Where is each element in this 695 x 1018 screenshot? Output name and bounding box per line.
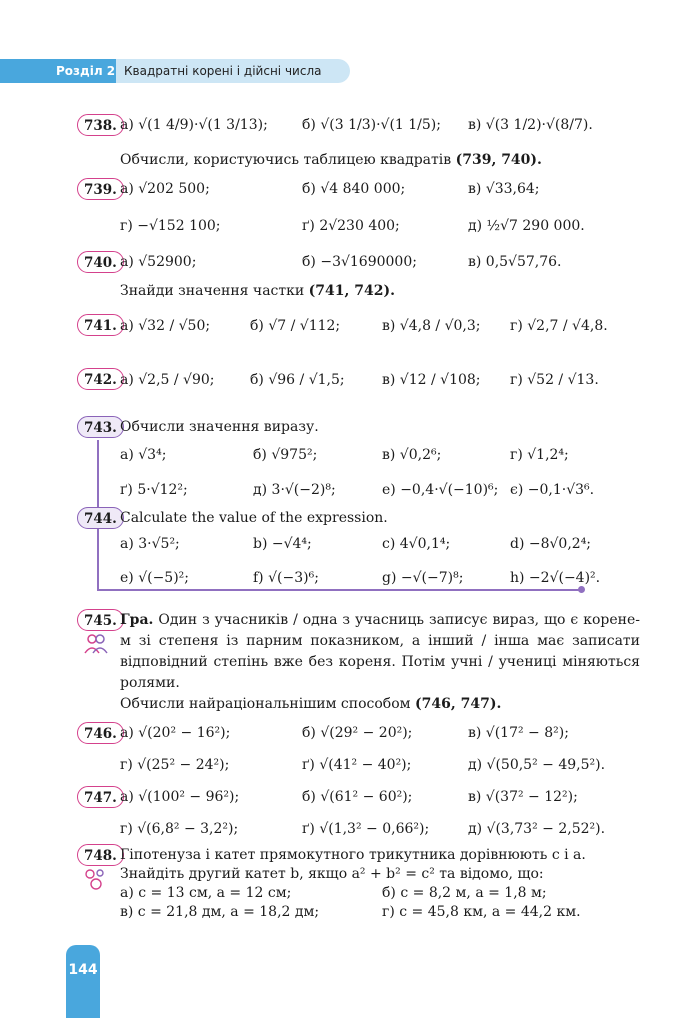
- game-description: Один з учасників / одна з учасниць записує вираз, що є коренем зі степеня із парним показником, а інший / інша має записати відповідний степінь вже без кореня. Потім учні / учениці міняються ролями.: [120, 612, 640, 691]
- instruction: [120, 282, 395, 300]
- section-title: Квадратні корені і дійсні числа: [124, 64, 322, 78]
- item-d: г) √2,7 / √4,8.: [510, 318, 608, 334]
- item-d: г) √52 / √13.: [510, 372, 599, 388]
- item-e: ґ) √(1,3² − 0,66²);: [302, 821, 430, 837]
- exercise-number: 740.: [77, 251, 124, 273]
- exercise-number: 741.: [77, 314, 124, 336]
- instruction-ref: (746, 747).: [415, 696, 502, 712]
- item-c: в) √33,64;: [468, 181, 540, 197]
- item-e: ґ) √(41² − 40²);: [302, 757, 412, 773]
- item-g: g) −√(−7)⁸;: [382, 570, 464, 586]
- item-f: д) 3·√(−2)⁸;: [253, 482, 336, 498]
- instruction-text: Знайди значення частки: [120, 283, 305, 299]
- exercise-number: 742.: [77, 368, 124, 390]
- item-b: б) √(3 1/3)·√(1 1/5);: [302, 117, 441, 133]
- page-number: 144: [66, 945, 100, 1018]
- item-b: b) −√4⁴;: [253, 536, 312, 552]
- item-f: д) √(50,5² − 49,5²).: [468, 757, 606, 773]
- exercise-number: 743.: [77, 416, 124, 438]
- exercise-text-line2: Знайдіть другий катет b, якщо a² + b² = c² та відомо, що:: [120, 866, 544, 882]
- exercise-number: 738.: [77, 114, 124, 136]
- item-f: д) ½√7 290 000.: [468, 218, 585, 234]
- item-b: б) −3√1690000;: [302, 254, 417, 270]
- item-b: б) √(61² − 60²);: [302, 789, 413, 805]
- item-h: h) −2√(−4)².: [510, 570, 601, 586]
- item-c: в) √4,8 / √0,3;: [382, 318, 481, 334]
- exercise-number: 745.: [77, 609, 124, 631]
- item-a: а) √(20² − 16²);: [120, 725, 231, 741]
- item-c: в) √12 / √108;: [382, 372, 481, 388]
- item-a: а) √2,5 / √90;: [120, 372, 215, 388]
- item-b: б) √(29² − 20²);: [302, 725, 413, 741]
- item-c: в) √(37² − 12²);: [468, 789, 578, 805]
- item-a: а) √32 / √50;: [120, 318, 211, 334]
- item-g: е) −0,4·√(−10)⁶;: [382, 482, 499, 498]
- item-c: c) 4√0,1⁴;: [382, 536, 451, 552]
- item-a: а) √202 500;: [120, 181, 210, 197]
- item-a: а) √3⁴;: [120, 447, 167, 463]
- item-e: ґ) 5·√12²;: [120, 482, 188, 498]
- item-d: г) √(6,8² − 3,2²);: [120, 821, 239, 837]
- item-b: б) √96 / √1,5;: [250, 372, 345, 388]
- bracket-horizontal: [97, 589, 582, 591]
- instruction-text: Обчисли найраціональнішим способом: [120, 696, 411, 712]
- exercise-number: 744.: [77, 507, 124, 529]
- item-f: д) √(3,73² − 2,52²).: [468, 821, 606, 837]
- item-d: г) √(25² − 24²);: [120, 757, 230, 773]
- exercise-number: 747.: [77, 786, 124, 808]
- instruction-text: Обчисли, користуючись таблицею квадратів: [120, 152, 452, 168]
- item-c: в) √0,2⁶;: [382, 447, 442, 463]
- item-d: d) −8√0,2⁴;: [510, 536, 592, 552]
- item-d: г) −√152 100;: [120, 218, 221, 234]
- item-h: є) −0,1·√3⁶.: [510, 482, 595, 498]
- pair-work-icon: [84, 633, 108, 655]
- item-c: в) 0,5√57,76.: [468, 254, 562, 270]
- exercise-number: 746.: [77, 722, 124, 744]
- item-a: а) √(100² − 96²);: [120, 789, 240, 805]
- bubbles-icon: [84, 867, 108, 891]
- item-f: f) √(−3)⁶;: [253, 570, 319, 586]
- item-b: б) √7 / √112;: [250, 318, 341, 334]
- item-c: в) √(3 1/2)·√(8/7).: [468, 117, 593, 133]
- section-tag: Розділ 2: [0, 59, 116, 83]
- item-c: в) √(17² − 8²);: [468, 725, 569, 741]
- item-e: ґ) 2√230 400;: [302, 218, 400, 234]
- exercise-text-line1: Гіпотенуза і катет прямокутного трикутника дорівнюють c і a.: [120, 847, 586, 863]
- item-b: б) √4 840 000;: [302, 181, 406, 197]
- item-b: б) c = 8,2 м, a = 1,8 м;: [382, 885, 547, 901]
- item-a: а) c = 13 см, a = 12 см;: [120, 885, 292, 901]
- exercise-number: 748.: [77, 844, 124, 866]
- item-d: г) c = 45,8 км, a = 44,2 км.: [382, 904, 581, 920]
- item-d: г) √1,2⁴;: [510, 447, 569, 463]
- exercise-title: Обчисли значення виразу.: [120, 419, 319, 435]
- exercise-title: Calculate the value of the expression.: [120, 510, 388, 526]
- instruction-ref: (739, 740).: [455, 152, 542, 168]
- game-label: Гра.: [120, 612, 154, 628]
- instruction-ref: (741, 742).: [308, 283, 395, 299]
- item-c: в) c = 21,8 дм, a = 18,2 дм;: [120, 904, 320, 920]
- exercise-text: [120, 610, 640, 694]
- item-a: a) 3·√5²;: [120, 536, 180, 552]
- item-b: б) √975²;: [253, 447, 318, 463]
- item-e: e) √(−5)²;: [120, 570, 190, 586]
- item-a: а) √(1 4/9)·√(1 3/13);: [120, 117, 268, 133]
- instruction: [120, 695, 501, 713]
- exercise-number: 739.: [77, 178, 124, 200]
- item-a: а) √52900;: [120, 254, 197, 270]
- instruction: [120, 151, 542, 169]
- bracket-dot: [578, 586, 585, 593]
